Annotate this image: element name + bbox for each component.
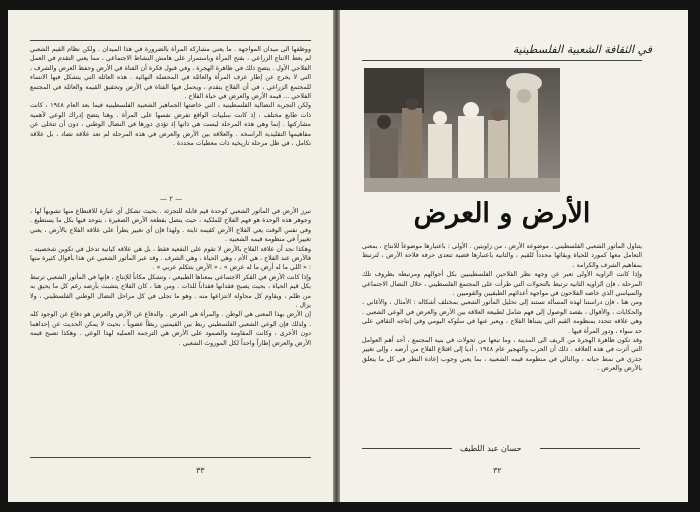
paragraph: وهكذا نجد أن علاقة الفلاح بالأرض لا تقوم على النفعية فقط ، بل هي علاقة كيانية تدخل في تكوين شخصيته . فالأرض عند الفلاح ، هي الأم ، وهي الحياة ، وهي الشرف . وقد عبر المأثور الشعبي عن هذا بأقوال كثيرة منها : « اللي ما له أرض ما له عرض » ، « الأرض بتتكلم عربي » . — [30, 245, 311, 272]
header-rule — [362, 60, 642, 61]
paragraph: تبرز الأرض في المأثور الشعبي كوحدة قيم قابلة للتجزئة . بحيث تشكل أي عبارة للاقتطاع منها تشويهاً لها ، وجوهر هذه الوحدة هو فهم الفلاح للملكية ، حيث يتصل بقطعة الأرض الصغيرة ، يتوحد فيها بكل ما يستطيع . وفي نفس الوقت يعي الفلاح الأرض كقيمة ثابتة . ولهذا فإن أي تغيير يطرأ على علاقة الفلاح بالأرض ، يعني تغييراً في منظومة قيمه الشعبية . — [30, 208, 311, 244]
paragraph: وإذا كانت الأرض في الفكر الاجتماعي بمعناها الطبيعي ، وتشكل مكاناً للإنتاج ، فإنها في المأثور الشعبي ترتبط بكل قيم الحياة ، بحيث يصبح فقدانها فقداناً للذات . ومن هنا ، كان الفلاح يتشبث بأرضه رغم كل ما يحيق به من ظلم ، ويقاوم كل محاولة لانتزاعها منه . وهو ما تجلى في كل مراحل النضال الوطني الفلسطيني ، ولا يزال . — [30, 273, 311, 310]
paragraph: يتناول المأثور الشعبي الفلسطيني ، موضوعة الأرض ، من زاويتين . الأولى : باعتبارها موضوعاً للانتاج ، بمعنى التعامل معها كمورد للحياة وبقائها محدداً للقيم ، والثانية باعتبارها قضية تتعدى حرفة فلاحة الأرض ، لترتبط بمفاهيم الشرف والكرامة . — [362, 243, 642, 269]
page-number: ٣٢ — [493, 466, 502, 475]
section-header: في الثقافة الشعبية الفلسطينية — [512, 43, 652, 56]
right-column — [362, 242, 642, 440]
photograph — [364, 68, 560, 192]
paragraph: ولكن التجربة النضالية الفلسطينية ، التي خاضتها الجماهير الشعبية الفلسطينية فيما بعد العام ١٩٤٨ ، كانت ذات طابع مختلف ، إذ كانت سلبيات الواقع تفرض نفسها على المرأة . وهنا يتضح إدراك الوعي لأهمية مشاركتها . إنما وهي هذه المرحلة ليست هي ذاتها إذ تؤدي دورها في النضال الوطني ، دون أن تتخلى عن مفاهيمها التقليدية الراسخة . والعلاقة بين الأرض والعرض في هذه المرحلة لم تعد علاقة تضاد ، بل علاقة تكامل ، في ظل مرحلة تاريخية ذات معطيات محددة . — [30, 102, 311, 148]
paragraph: وقد تكون ظاهرة الهجرة من الريف الى المدينة ، وما تبعها من تحولات في بنية المجتمع ، أحد أهم العوامل التي أثرت في هذه العلاقة . ذلك أن الحرب والتهجير عام ١٩٤٨ ، أديا إلى اقتلاع الفلاح من أرضه ، وإلى تغيير جذري في نمط حياته ، وبالتالي في منظومة قيمه الشعبية ، بما يعني وجوب إعادة النظر في كل ما يتعلق بالأرض والعرض . — [362, 337, 642, 373]
paragraph: إن الأرض بهذا المعنى هي الوطن . والمرأة هي العرض . والدفاع عن الأرض والعرض هو دفاع عن الوجود كله . ولذلك فإن الوعي الشعبي الفلسطيني ربط بين القيمتين ربطاً عضوياً ، بحيث لا يمكن الحديث عن إحداهما دون الأخرى ، وكانت المقاومة والصمود على الأرض هي الترجمة العملية لهذا الوعي . وهكذا تصبح قيمة الأرض والعرض إطاراً واحداً لكل الموروث الشعبي . — [30, 311, 311, 347]
paragraph: ووظفها الى ميدان المواجهة . ما يعني مشاركة المرأة بالضرورة في هذا الميدان . ولكن نظام القيم الشعبي لم يعط الانتاج الزراعي ، بفتح المرأة وباستمرار على هامش النشاط الاجتماعي ، مما يعني التقدم في العمل الفلاحي الأول . يتضح ذلك في ظاهرة الهجرة ، وفي قبول فكرة أن الفتاة في الأرض وحفظ العرض والشرف ، التي لا يخرج عن إطار عرف المرأة والعائلة في المحصلة النهائية . هذه العائلة التي يتشكل فيها الانتماء للمجتمع الزراعي ، في أن الفلاح يتقدم ، ويحمل فيها الفتاة في الأرض وتحقيق القيمة والعائلة في المجتمع الفلاحي ... قيمة الأرض والعرض في حياة الفلاح . — [30, 46, 311, 101]
article-title: الأرض و العرض — [413, 198, 591, 229]
author-name: حسان عبد اللطيف — [460, 444, 522, 453]
paragraph: ومن هنا ، فإن دراستنا لهذه المسألة تستند إلى تحليل المأثور الشعبي بمختلف أشكاله : الأمثال ، والأغاني ، والحكايات ، والأقوال ، بقصد الوصول إلى فهم شامل لطبيعة العلاقة بين الأرض والعرض في الوعي الشعبي . وهي علاقة تتحدد بمنظومة القيم التي يتبناها الفلاح ، ويعبر عنها في سلوكه اليومي وفي إنتاجه الثقافي على حد سواء ، ودور المرأة فيها . — [362, 299, 642, 335]
right-page — [340, 10, 688, 502]
page-number: ٣٣ — [196, 466, 205, 475]
author-rule — [362, 448, 452, 449]
author-rule-right — [540, 448, 640, 449]
paragraph: وإذا كانت الزاوية الأولى تعبر عن وجهة نظر الفلاحين الفلسطينيين بكل أحوالهم ومرتبطة بظروف تلك المرحلة ، فإن الزاوية الثانية ترتبط بالتحولات التي طرأت على المجتمع الفلسطيني ، خلال النضال الاجتماعي والسياسي الذي خاضه الفلاحون في مواجهة أعدائهم الطبقيين والقوميين . — [362, 271, 642, 298]
bottom-rule — [30, 457, 311, 458]
top-rule — [30, 40, 311, 41]
left-page — [8, 10, 333, 502]
left-column-bottom — [30, 207, 311, 448]
photo-image — [364, 68, 560, 192]
section-marker: — ٢ — — [160, 195, 183, 203]
book-gutter — [333, 10, 340, 502]
